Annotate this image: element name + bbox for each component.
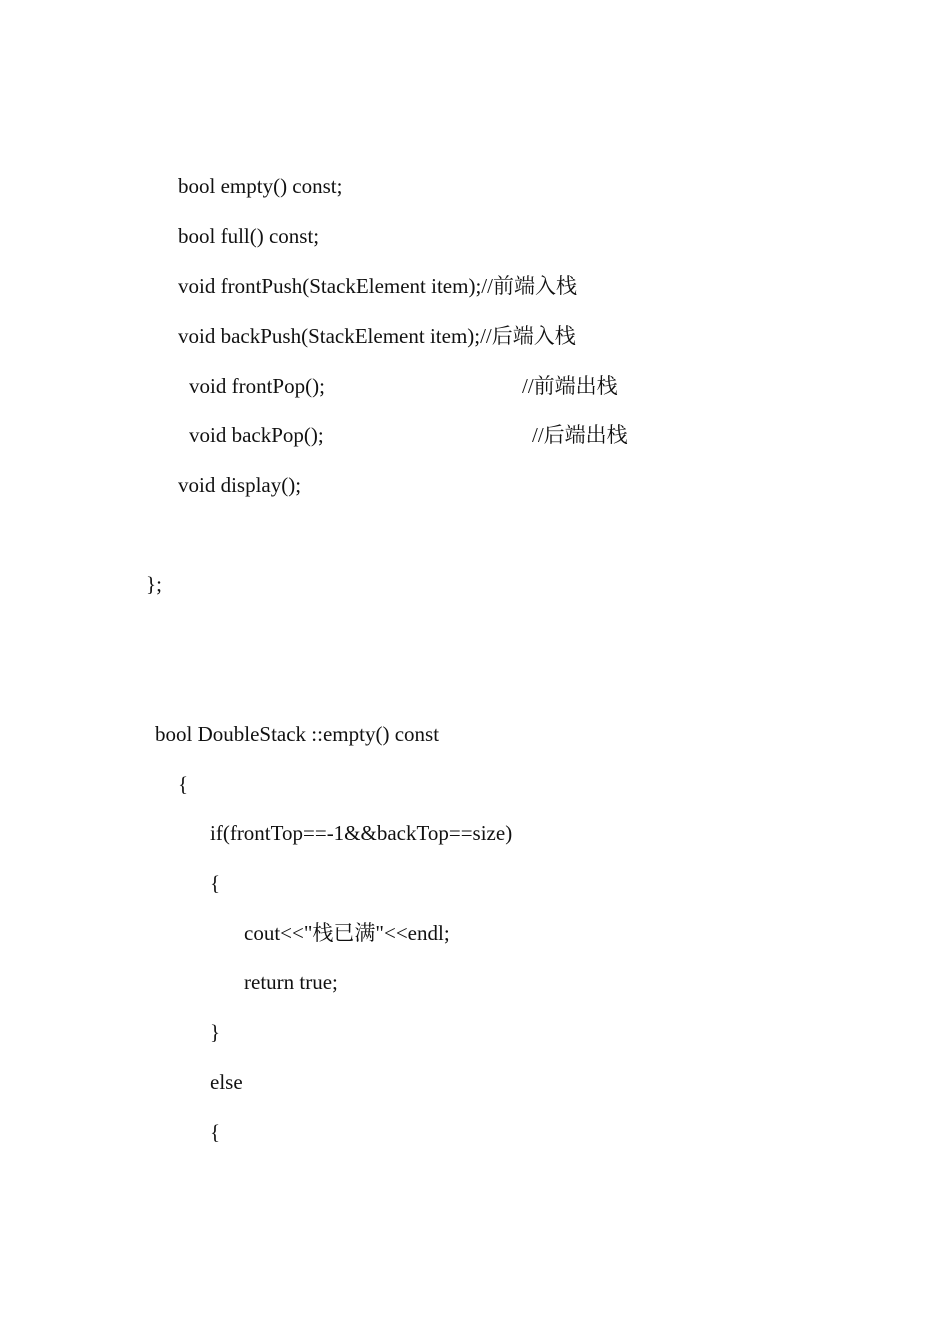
code-line-full-decl: bool full() const; xyxy=(178,224,320,248)
code-line-else-open-brace: { xyxy=(210,1120,221,1144)
code-line-backpush-decl: void backPush(StackElement item);//后端入栈 xyxy=(178,324,576,348)
code-line-return-true: return true; xyxy=(244,970,338,994)
code-line-empty-def: bool DoubleStack ::empty() const xyxy=(155,722,440,746)
code-line-class-end: }; xyxy=(146,572,162,596)
code-line-frontpop-decl: void frontPop(); xyxy=(189,374,325,398)
code-line-backpop-decl: void backPop(); xyxy=(189,423,324,447)
code-line-if-close-brace: } xyxy=(210,1020,221,1044)
code-line-if-open-brace: { xyxy=(210,871,221,895)
comment-back-pop: //后端出栈 xyxy=(532,423,628,447)
code-line-frontpush-decl: void frontPush(StackElement item);//前端入栈 xyxy=(178,274,577,298)
code-line-else: else xyxy=(210,1070,243,1094)
comment-front-pop: //前端出栈 xyxy=(522,374,618,398)
code-line-if: if(frontTop==-1&&backTop==size) xyxy=(210,821,513,845)
code-line-empty-decl: bool empty() const; xyxy=(178,174,343,198)
code-line-open-brace: { xyxy=(178,772,189,796)
code-line-cout: cout<<"栈已满"<<endl; xyxy=(244,921,450,945)
code-line-display-decl: void display(); xyxy=(178,473,302,497)
